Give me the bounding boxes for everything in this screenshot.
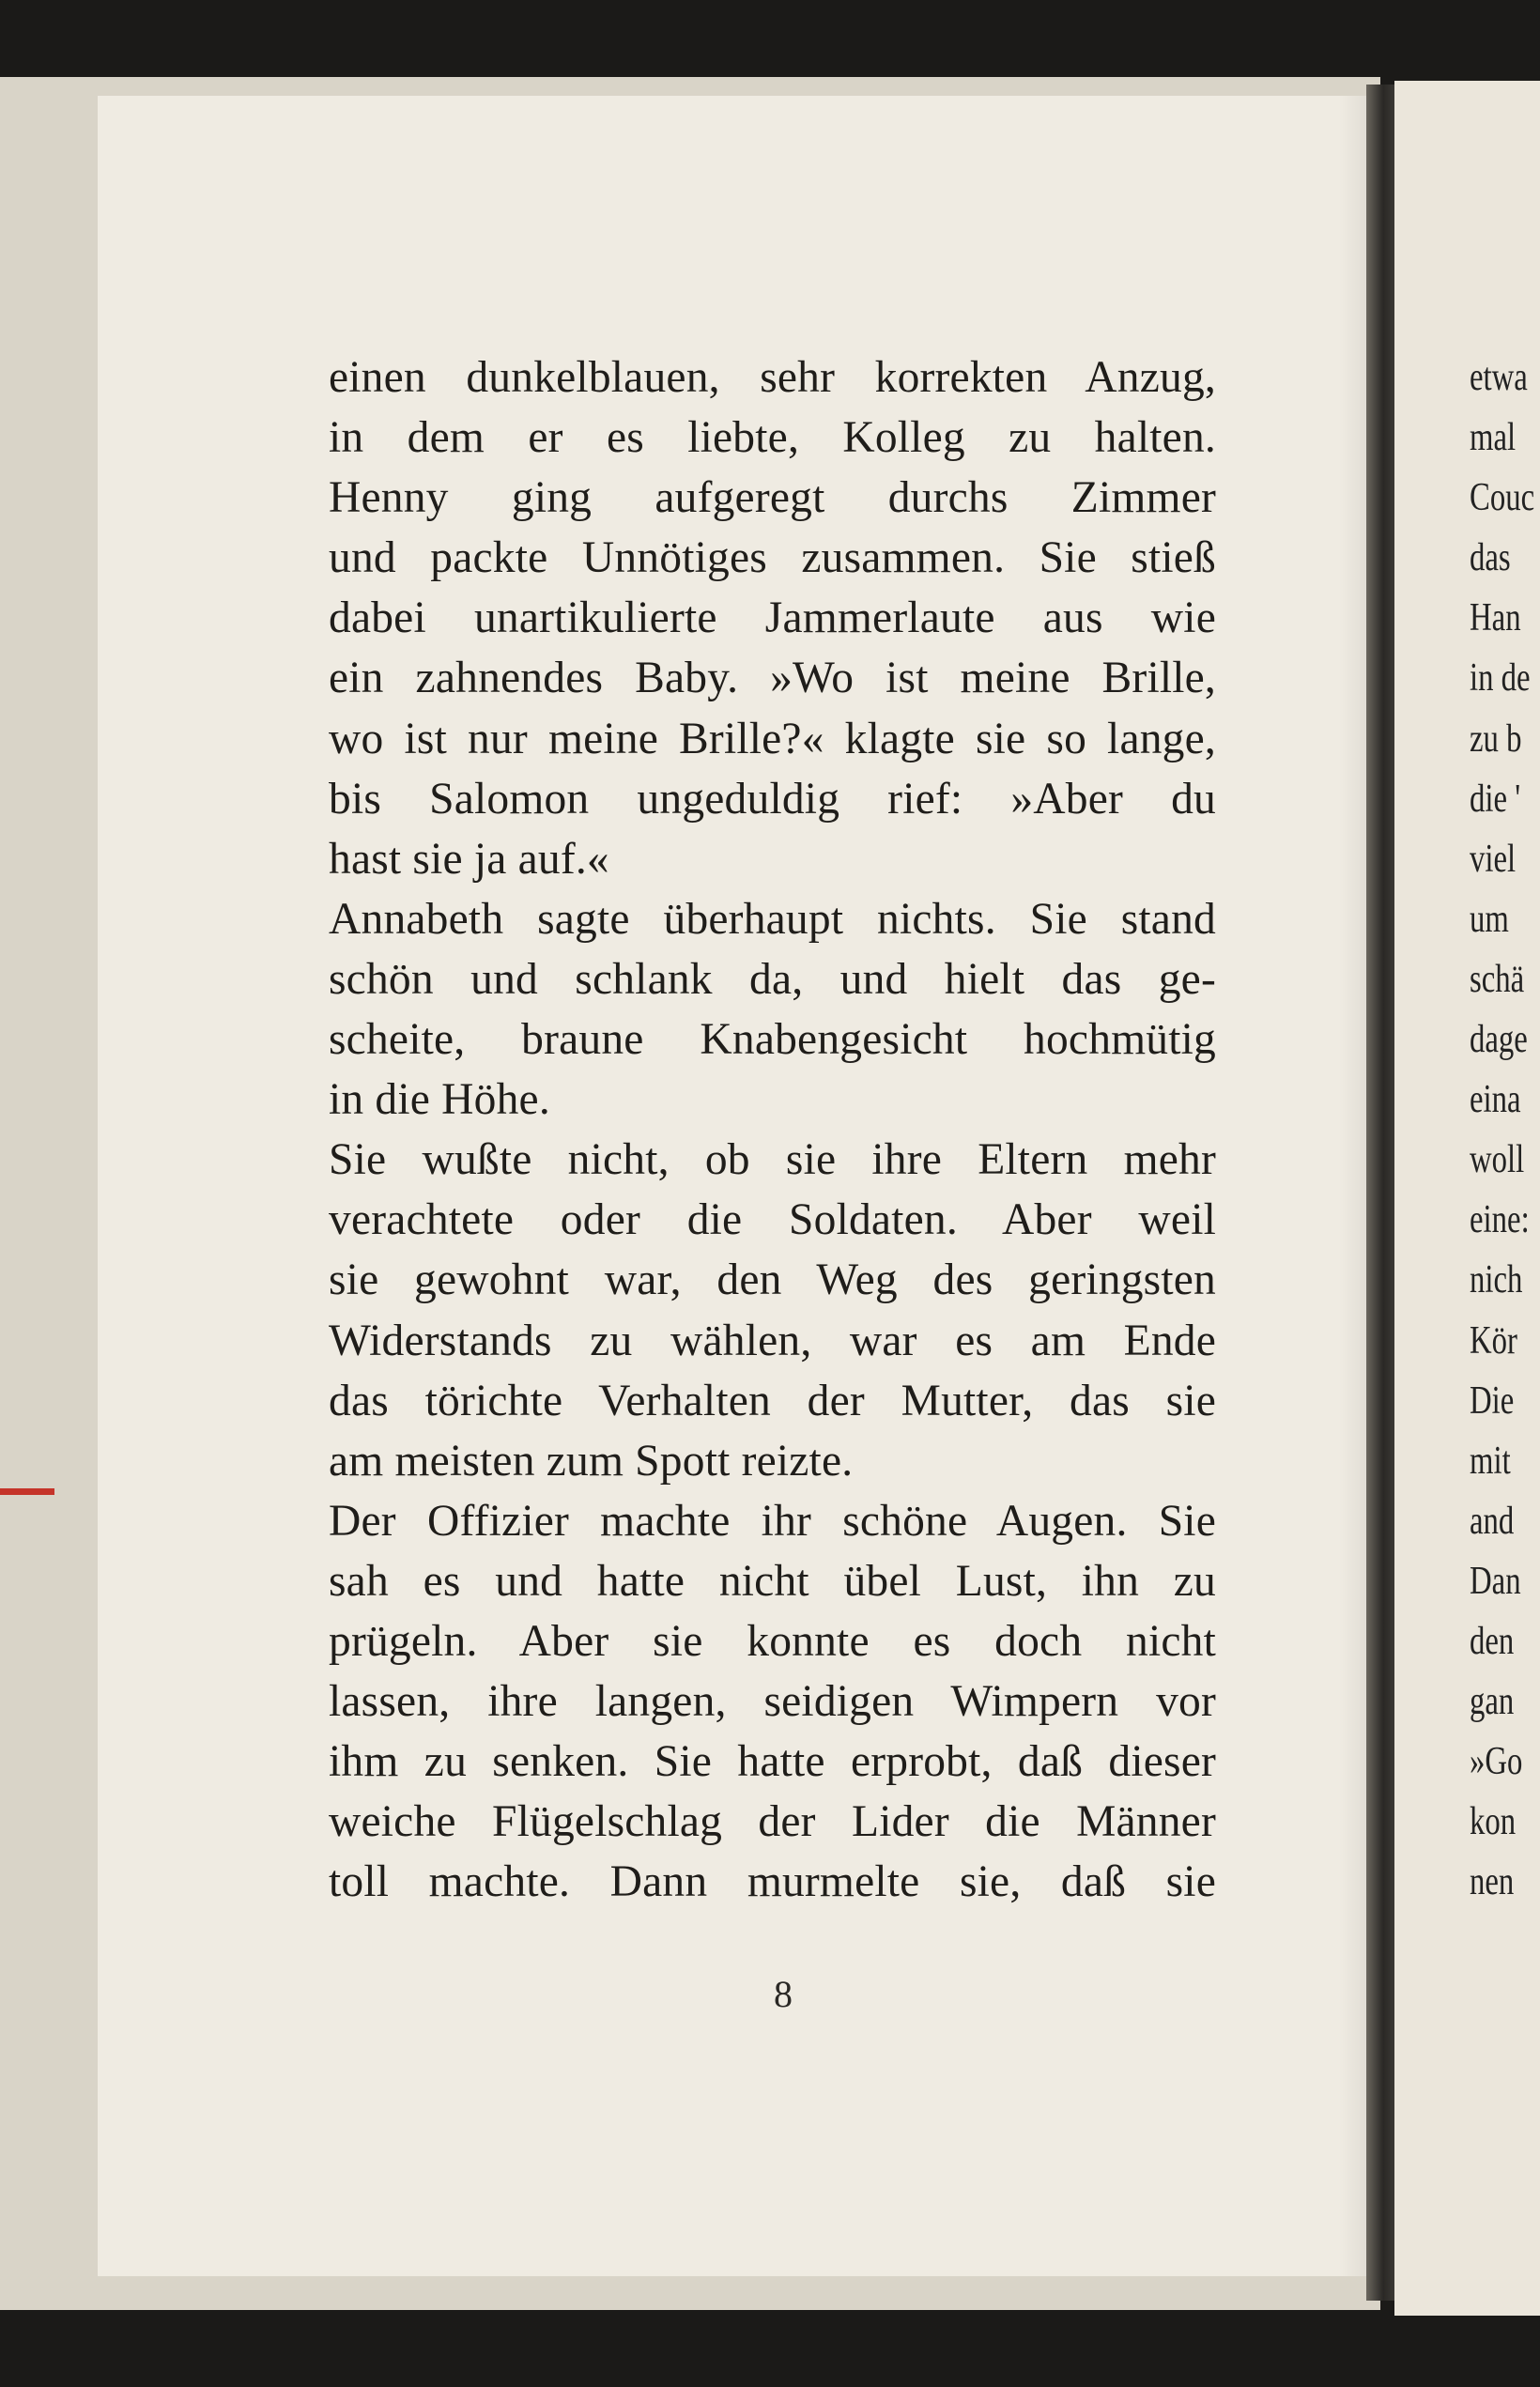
page-body-text [329,347,1216,1912]
text-line-1: einen dunkelblauen, sehr korrekten Anzug, [329,353,1216,402]
edge-fragment: and [1470,1499,1515,1543]
text-line-6: ein zahnendes Baby. »Wo ist meine Brille, [329,654,1216,703]
edge-fragment: woll [1470,1138,1525,1182]
text-line-20: Der Offizier machte ihr schöne Augen. Sie [329,1496,1216,1546]
edge-fragment: dage [1470,1018,1528,1062]
text-line-8: bis Salomon ungeduldig rief: »Aber du [329,774,1216,824]
edge-fragment: mit [1470,1439,1511,1483]
text-line-23: lassen, ihre langen, seidigen Wimpern vor [329,1677,1216,1727]
edge-fragment: in de [1470,656,1531,701]
text-line-9: hast sie ja auf.« [329,834,609,884]
edge-fragment: gan [1470,1680,1515,1724]
text-line-24: ihm zu senken. Sie hatte erprobt, daß dieser [329,1737,1216,1787]
edge-fragment: eina [1470,1078,1521,1122]
book-spine-gutter [1366,85,1394,2301]
edge-fragment: eine: [1470,1198,1530,1242]
red-bookmark-ribbon [0,1488,54,1495]
text-line-15: verachtete oder die Soldaten. Aber weil [329,1195,1216,1245]
text-line-12: scheite, braune Knabengesicht hochmütig [329,1015,1216,1065]
page-number: 8 [774,1973,793,2015]
edge-fragment: den [1470,1619,1515,1663]
edge-fragment: schä [1470,957,1525,1001]
text-line-18: das törichte Verhalten der Mutter, das sie [329,1376,1216,1425]
text-line-22: prügeln. Aber sie konnte es doch nicht [329,1616,1216,1666]
text-line-10: Annabeth sagte überhaupt nichts. Sie stand [329,894,1216,944]
text-line-16: sie gewohnt war, den Weg des geringsten [329,1255,1216,1305]
edge-fragment: nen [1470,1860,1515,1904]
edge-fragment: Die [1470,1378,1515,1423]
edge-fragment: nich [1470,1258,1523,1302]
next-page-text-fragments [1470,347,1540,1912]
text-line-26: toll machte. Dann murmelte sie, daß sie [329,1857,1216,1907]
edge-fragment: Kör [1470,1318,1517,1363]
text-line-7: wo ist nur meine Brille?« klagte sie so lange, [329,714,1216,763]
edge-fragment: Couc [1470,476,1535,520]
text-line-19: am meisten zum Spott reizte. [329,1436,854,1486]
text-line-5: dabei unartikulierte Jammerlaute aus wie [329,593,1216,643]
edge-fragment: Han [1470,596,1521,640]
edge-fragment: mal [1470,416,1517,460]
edge-fragment: zu b [1470,716,1522,761]
text-line-14: Sie wußte nicht, ob sie ihre Eltern mehr [329,1135,1216,1185]
edge-fragment: etwa [1470,356,1528,399]
edge-fragment: um [1470,897,1509,941]
edge-fragment: die ' [1470,777,1521,821]
edge-fragment: das [1470,536,1511,580]
edge-fragment: Dan [1470,1559,1521,1603]
text-line-17: Widerstands zu wählen, war es am Ende [329,1316,1216,1365]
edge-fragment: »Go [1470,1740,1523,1784]
text-line-3: Henny ging aufgeregt durchs Zimmer [329,473,1216,523]
text-line-13: in die Höhe. [329,1075,550,1125]
text-line-21: sah es und hatte nicht übel Lust, ihn zu [329,1556,1216,1606]
text-line-2: in dem er es liebte, Kolleg zu halten. [329,413,1216,463]
text-line-4: und packte Unnötiges zusammen. Sie stieß [329,533,1216,583]
text-line-25: weiche Flügelschlag der Lider die Männer [329,1797,1216,1847]
edge-fragment: kon [1470,1800,1517,1844]
edge-fragment: viel [1470,837,1517,881]
text-line-11: schön und schlank da, und hielt das ge- [329,954,1216,1004]
